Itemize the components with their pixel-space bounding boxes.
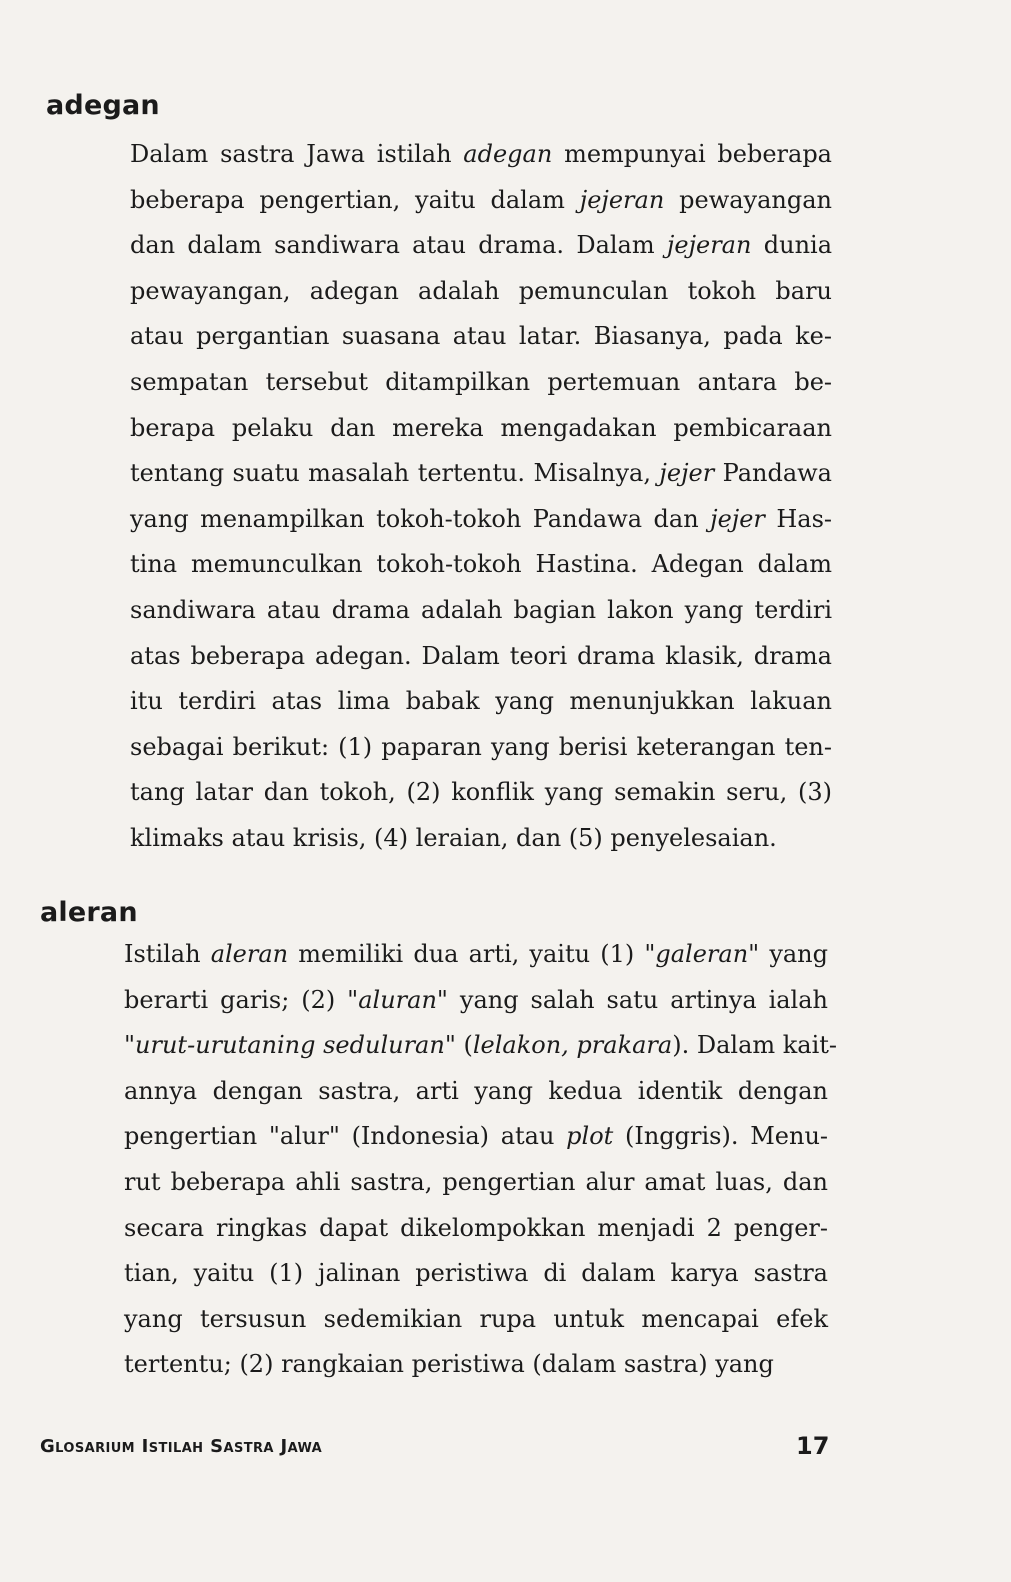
definition-line: tang latar dan tokoh, (2) konflik yang semakin seru, (3): [130, 778, 832, 807]
page-number: 17: [796, 1432, 830, 1460]
definition-line: atau pergantian suasana atau latar. Biasanya, pada ke-: [130, 322, 832, 351]
italic-term: aluran: [358, 985, 437, 1014]
definition-line: tentang suatu masalah tertentu. Misalnya, jejer Pandawa: [130, 459, 832, 488]
italic-term: urut-urutaning seduluran: [135, 1031, 445, 1060]
italic-term: aleran: [210, 940, 289, 968]
definition-line: tian, yaitu (1) jalinan peristiwa di dalam karya sastra: [124, 1259, 828, 1288]
footer-book-title: Glosarium Istilah Sastra Jawa: [40, 1436, 323, 1457]
entry-term-aleran: aleran: [40, 897, 138, 928]
entry-definition-aleran: [124, 932, 838, 1388]
definition-paragraph: [130, 132, 832, 862]
definition-line: sempatan tersebut ditampilkan pertemuan antara be-: [130, 367, 832, 396]
definition-line: berarti garis; (2) "aluran" yang salah satu artinya ialah: [124, 985, 828, 1014]
entry-definition-adegan: [130, 132, 832, 862]
definition-line: sebagai berikut: (1) paparan yang berisi keterangan ten-: [130, 732, 832, 761]
definition-line: atas beberapa adegan. Dalam teori drama klasik, drama: [130, 641, 832, 670]
definition-line: sandiwara atau drama adalah bagian lakon yang terdiri: [130, 595, 832, 624]
definition-line: yang menampilkan tokoh-tokoh Pandawa dan jejer Has-: [130, 504, 833, 533]
italic-term: adegan: [463, 140, 553, 168]
definition-line: secara ringkas dapat dikelompokkan menjadi 2 penger-: [124, 1213, 828, 1242]
italic-term: lelakon, prakara: [472, 1031, 673, 1060]
italic-term: jejer: [659, 459, 715, 488]
definition-line: itu terdiri atas lima babak yang menunjukkan lakuan: [130, 687, 832, 716]
italic-term: plot: [566, 1122, 614, 1151]
definition-line: berapa pelaku dan mereka mengadakan pembicaraan: [130, 413, 832, 442]
definition-line: annya dengan sastra, arti yang kedua identik dengan: [124, 1076, 828, 1105]
definition-line: tertentu; (2) rangkaian peristiwa (dalam sastra) yang: [124, 1350, 774, 1379]
definition-line: rut beberapa ahli sastra, pengertian alur amat luas, dan: [124, 1167, 828, 1196]
definition-line: yang tersusun sedemikian rupa untuk mencapai efek: [124, 1304, 828, 1333]
italic-term: jejer: [710, 504, 765, 533]
definition-line: pewayangan, adegan adalah pemunculan tokoh baru: [130, 276, 832, 305]
definition-paragraph: [124, 932, 838, 1388]
definition-line: Dalam sastra Jawa istilah adegan mempunyai beberapa: [130, 140, 832, 168]
entry-term-adegan: adegan: [46, 90, 160, 121]
definition-line: pengertian "alur" (Indonesia) atau plot (Inggris). Menu-: [124, 1122, 829, 1151]
definition-line: klimaks atau krisis, (4) leraian, dan (5) penyelesaian.: [130, 823, 777, 852]
italic-term: galeran: [655, 940, 749, 968]
definition-line: beberapa pengertian, yaitu dalam jejeran pewayangan: [130, 185, 833, 214]
definition-line: Istilah aleran memiliki dua arti, yaitu (1) "galeran" yang: [124, 940, 829, 968]
definition-line: tina memunculkan tokoh-tokoh Hastina. Adegan dalam: [130, 550, 832, 579]
italic-term: jejeran: [666, 231, 752, 260]
definition-line: "urut-urutaning seduluran" (lelakon, prakara). Dalam kait-: [124, 1031, 838, 1060]
definition-line: dan dalam sandiwara atau drama. Dalam jejeran dunia: [130, 231, 833, 260]
italic-term: jejeran: [579, 185, 665, 214]
